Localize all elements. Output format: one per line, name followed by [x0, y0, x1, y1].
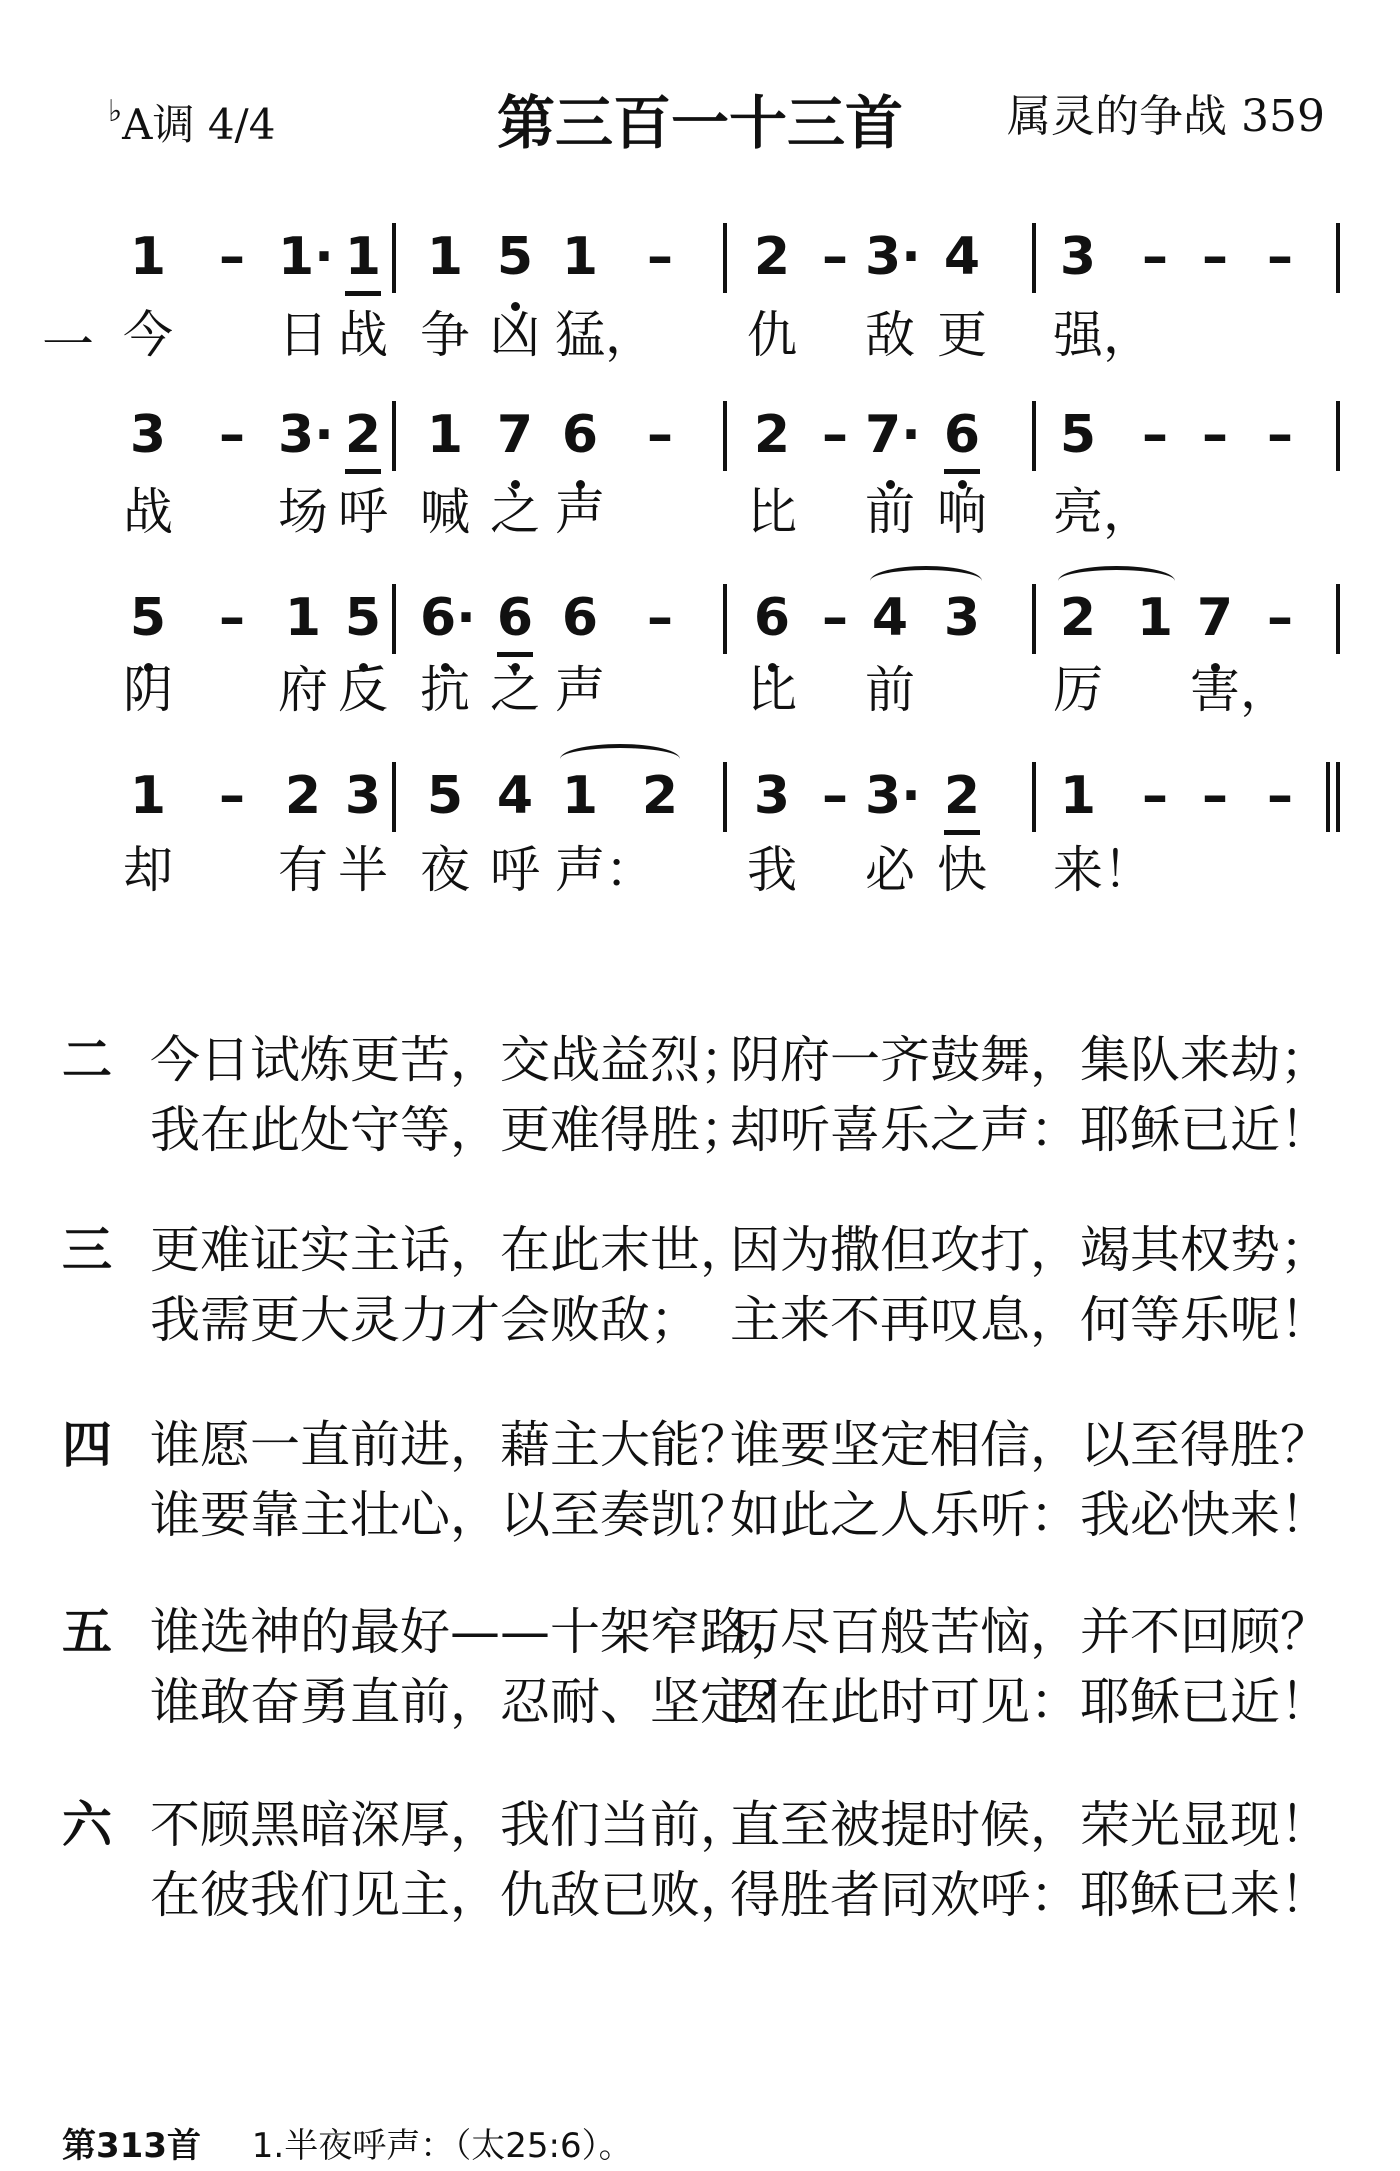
verse-line: 得胜者同欢呼：耶稣已来！: [730, 1866, 1330, 1924]
note: 3: [344, 766, 382, 826]
note: 3·: [865, 766, 921, 826]
note: –: [822, 588, 848, 648]
note: 5: [496, 227, 534, 287]
note: 3·: [865, 227, 921, 287]
note: 1: [129, 766, 167, 826]
slur: [870, 566, 982, 596]
footnote-text: 1.半夜呼声：（太25:6）。: [251, 2126, 633, 2166]
barline: [1032, 223, 1036, 293]
final-barline: [1326, 762, 1330, 832]
lyric-syllable: 喊: [420, 483, 470, 541]
verse-line: 谁选神的最好——十架窄路，: [150, 1603, 800, 1661]
eighth-underline: [345, 469, 381, 474]
note: 1: [284, 588, 322, 648]
note: –: [647, 588, 673, 648]
note: –: [1142, 405, 1168, 465]
verse-line: 谁要靠主壮心，以至奏凯？: [150, 1486, 750, 1544]
barline: [1032, 584, 1036, 654]
lyric-syllable: 害，: [1190, 661, 1290, 719]
note: 3: [753, 766, 791, 826]
barline: [1336, 401, 1340, 471]
note: –: [1142, 227, 1168, 287]
note: 7·: [865, 405, 921, 465]
lyric-row: [0, 482, 1400, 546]
note: –: [822, 766, 848, 826]
lyric-syllable: 争: [420, 306, 470, 364]
lyric-syllable: 我: [747, 841, 797, 899]
note: –: [647, 227, 673, 287]
lyric-syllable: 反: [338, 661, 388, 719]
slur: [1058, 566, 1175, 596]
note: –: [1267, 588, 1293, 648]
note: –: [219, 405, 245, 465]
note: 2: [943, 766, 981, 826]
lyric-row: [0, 305, 1400, 369]
lyric-row: [0, 840, 1400, 904]
lyric-syllable: 抗: [420, 661, 470, 719]
note: –: [822, 227, 848, 287]
verse-line: 因为撒但攻打，竭其权势；: [730, 1221, 1330, 1279]
lyric-syllable: 半: [338, 841, 388, 899]
verse-line: 更难证实主话，在此末世，: [150, 1221, 750, 1279]
lyric-syllable: 之: [490, 483, 540, 541]
lyric-syllable: 阴: [123, 661, 173, 719]
eighth-underline: [345, 291, 381, 296]
lyric-syllable: 快: [937, 841, 987, 899]
verse-number: 四: [62, 1416, 112, 1474]
note: 1: [561, 766, 599, 826]
verse-line: 如此之人乐听：我必快来！: [730, 1486, 1330, 1544]
lyric-syllable: 亮，: [1053, 483, 1153, 541]
lyric-syllable: 强，: [1053, 306, 1153, 364]
note: –: [1202, 227, 1228, 287]
note: 4: [943, 227, 981, 287]
note: 1: [426, 227, 464, 287]
note: 4: [496, 766, 534, 826]
verse-line: 却听喜乐之声：耶稣已近！: [730, 1101, 1330, 1159]
lyric-syllable: 前: [865, 483, 915, 541]
note: 2: [641, 766, 679, 826]
verse-number: 二: [62, 1031, 112, 1089]
barline: [1336, 223, 1340, 293]
note: –: [822, 405, 848, 465]
barline: [1336, 584, 1340, 654]
barline: [392, 762, 396, 832]
note: –: [219, 588, 245, 648]
music-row: [0, 766, 1400, 836]
lyric-syllable: 必: [865, 841, 915, 899]
lyric-syllable: 战: [123, 483, 173, 541]
note: 6: [943, 405, 981, 465]
lyric-syllable: 声：: [555, 841, 655, 899]
slur: [560, 744, 680, 774]
footnote: [62, 2118, 633, 2167]
verse-number: 三: [62, 1221, 112, 1279]
note: –: [1267, 405, 1293, 465]
barline: [1336, 762, 1340, 832]
verse-line: 直至被提时候，荣光显现！: [730, 1796, 1330, 1854]
lyric-syllable: 战: [338, 306, 388, 364]
eighth-underline: [944, 469, 980, 474]
music-row: [0, 588, 1400, 658]
note: 6·: [420, 588, 476, 648]
hymn-title: 第三百一十三首: [496, 89, 903, 157]
note: 2: [1059, 588, 1097, 648]
music-row: [0, 227, 1400, 297]
lyric-syllable: 呼: [338, 483, 388, 541]
note: 5: [129, 588, 167, 648]
verse-line: 阴府一齐鼓舞，集队来劫；: [730, 1031, 1330, 1089]
footnote-label: 第313首: [62, 2126, 201, 2166]
note: 2: [284, 766, 322, 826]
note: 6: [496, 588, 534, 648]
eighth-underline: [497, 652, 533, 657]
note: –: [647, 405, 673, 465]
verse-line: 因在此时可见：耶稣已近！: [730, 1673, 1330, 1731]
note: 2: [753, 405, 791, 465]
lyric-syllable: 有: [278, 841, 328, 899]
lyric-syllable: 声: [555, 483, 605, 541]
barline: [723, 584, 727, 654]
verse-line: 主来不再叹息，何等乐呢！: [730, 1291, 1330, 1349]
note: 3: [943, 588, 981, 648]
note: 1: [129, 227, 167, 287]
note: –: [1267, 766, 1293, 826]
note: 7: [1196, 588, 1234, 648]
verse-line: 谁要坚定相信，以至得胜？: [730, 1416, 1330, 1474]
barline: [1032, 401, 1036, 471]
note: 4: [871, 588, 909, 648]
lyric-syllable: 却: [123, 841, 173, 899]
barline: [723, 401, 727, 471]
lyric-syllable: 来！: [1053, 841, 1153, 899]
lyric-syllable: 比: [747, 661, 797, 719]
barline: [1032, 762, 1036, 832]
verse-line: 不顾黑暗深厚，我们当前，: [150, 1796, 750, 1854]
note: 1: [426, 405, 464, 465]
lyric-syllable: 厉: [1053, 661, 1103, 719]
note: 6: [753, 588, 791, 648]
lyric-syllable: 府: [278, 661, 328, 719]
verse-line: 谁愿一直前进，藉主大能？: [150, 1416, 750, 1474]
lyric-syllable: 更: [937, 306, 987, 364]
note: –: [1202, 766, 1228, 826]
barline: [392, 223, 396, 293]
verse-line: 今日试炼更苦，交战益烈；: [150, 1031, 750, 1089]
lyric-syllable: 响: [937, 483, 987, 541]
music-row: [0, 405, 1400, 475]
note: 3·: [278, 405, 334, 465]
note: 5: [344, 588, 382, 648]
note: 6: [561, 588, 599, 648]
lyric-row: [0, 660, 1400, 724]
note: 3: [129, 405, 167, 465]
lyric-syllable: 日: [278, 306, 328, 364]
verse-line: 我在此处守等，更难得胜；: [150, 1101, 750, 1159]
verse-number: 六: [62, 1796, 112, 1854]
note: 1: [1059, 766, 1097, 826]
note: –: [219, 766, 245, 826]
lyric-syllable: 呼: [490, 841, 540, 899]
lyric-syllable: 今: [123, 306, 173, 364]
lyric-syllable: 场: [278, 483, 328, 541]
note: 5: [426, 766, 464, 826]
note: 5: [1059, 405, 1097, 465]
note: –: [1142, 766, 1168, 826]
verse-line: 在彼我们见主，仇敌已败，: [150, 1866, 750, 1924]
note: 2: [753, 227, 791, 287]
eighth-underline: [944, 830, 980, 835]
barline: [392, 584, 396, 654]
section-label: 属灵的争战 359: [1007, 91, 1325, 142]
barline: [723, 762, 727, 832]
note: 1: [1136, 588, 1174, 648]
key-signature: ♭A调 4/4: [108, 94, 276, 149]
note: 1: [344, 227, 382, 287]
note: 6: [561, 405, 599, 465]
note: 1: [561, 227, 599, 287]
lyric-syllable: 比: [747, 483, 797, 541]
note: 7: [496, 405, 534, 465]
lyric-syllable: 声: [555, 661, 605, 719]
lyric-syllable: 前: [865, 661, 915, 719]
lyric-syllable: 仇: [747, 306, 797, 364]
lyric-syllable: 敌: [865, 306, 915, 364]
verse-line: 我需更大灵力才会败敌；: [150, 1291, 700, 1349]
barline: [392, 401, 396, 471]
lyric-syllable: 之: [490, 661, 540, 719]
note: –: [1202, 405, 1228, 465]
lyric-syllable: 夜: [420, 841, 470, 899]
lyric-syllable: 猛，: [555, 306, 655, 364]
note: –: [219, 227, 245, 287]
verse-number: 五: [62, 1603, 112, 1661]
barline: [723, 223, 727, 293]
note: –: [1267, 227, 1293, 287]
note: 1·: [278, 227, 334, 287]
verse-number: 一: [42, 316, 95, 376]
note: 3: [1059, 227, 1097, 287]
lyric-syllable: 凶: [490, 306, 540, 364]
note: 2: [344, 405, 382, 465]
verse-line: 历尽百般苦恼，并不回顾？: [730, 1603, 1330, 1661]
verse-line: 谁敢奋勇直前，忍耐、坚定？: [150, 1673, 800, 1731]
